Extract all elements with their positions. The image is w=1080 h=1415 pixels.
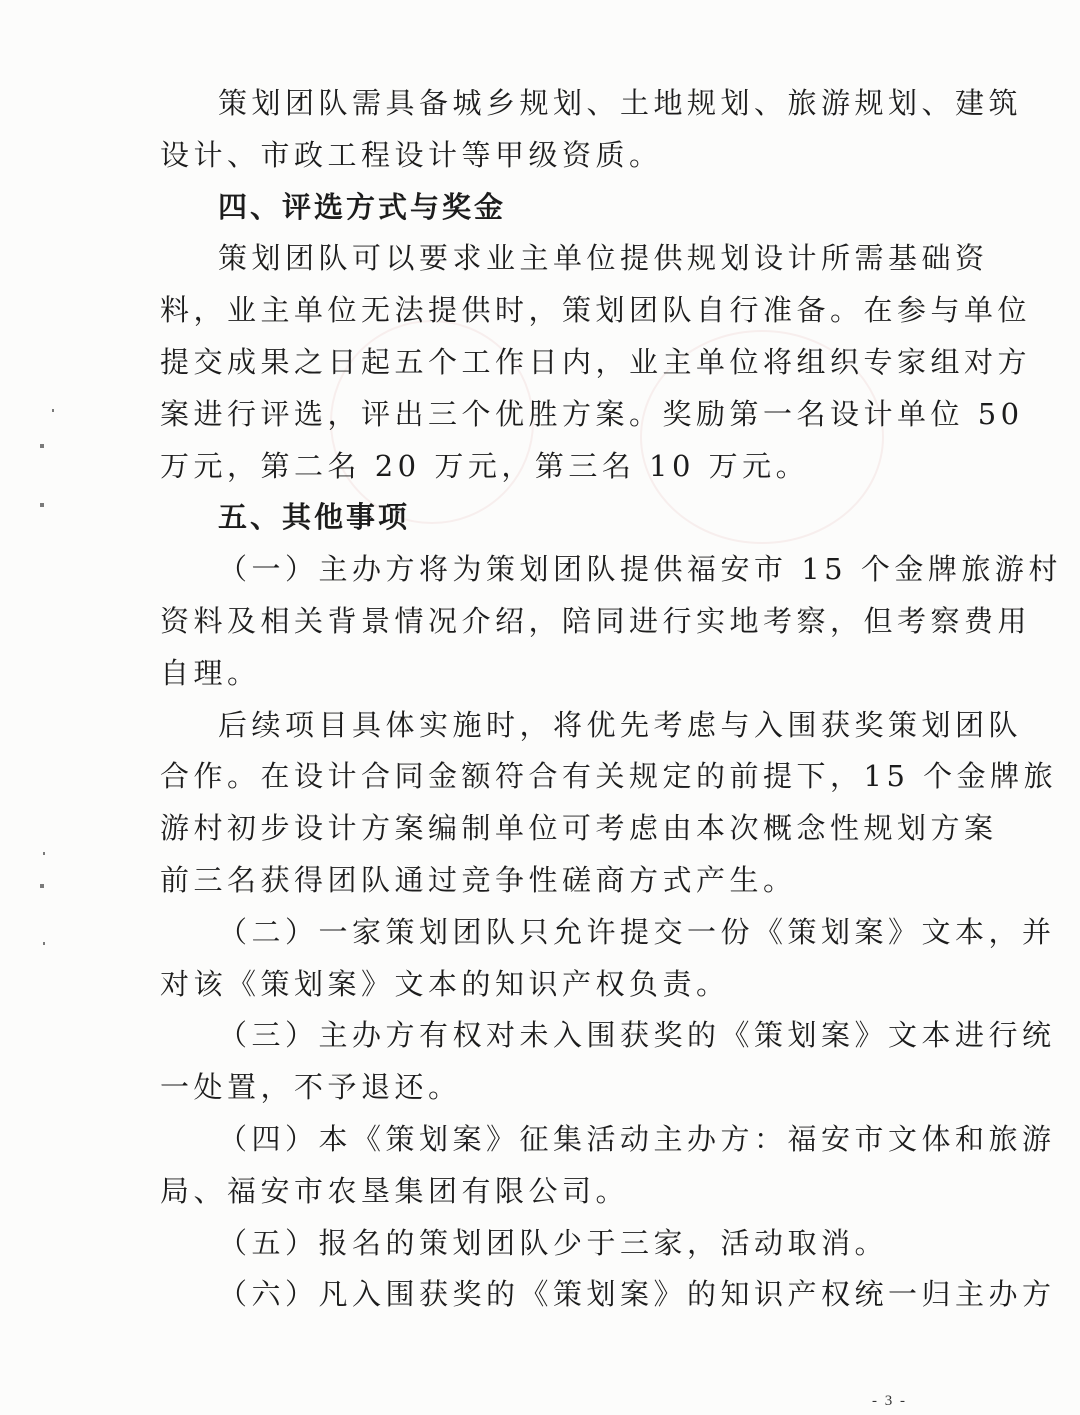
paragraph-line: 一处置，不予退还。 bbox=[160, 1070, 462, 1105]
scan-speck bbox=[40, 884, 44, 888]
paragraph-line: （三）主办方有权对未入围获奖的《策划案》文本进行统 bbox=[218, 1018, 1056, 1053]
paragraph-line: 万元，第二名 20 万元，第三名 10 万元。 bbox=[160, 448, 810, 483]
scan-speck bbox=[52, 409, 54, 412]
scan-speck bbox=[40, 444, 44, 448]
paragraph-line: 后续项目具体实施时，将优先考虑与入围获奖策划团队 bbox=[218, 707, 1023, 742]
paragraph-line: 策划团队需具备城乡规划、土地规划、旅游规划、建筑 bbox=[218, 86, 1023, 120]
scan-speck bbox=[43, 942, 45, 945]
paragraph-line: 策划团队可以要求业主单位提供规划设计所需基础资 bbox=[218, 241, 989, 276]
paragraph-line: 对该《策划案》文本的知识产权负责。 bbox=[160, 966, 730, 1001]
paragraph-line: 合作。在设计合同金额符合有关规定的前提下，15 个金牌旅 bbox=[160, 759, 1058, 794]
paragraph-line: 游村初步设计方案编制单位可考虑由本次概念性规划方案 bbox=[160, 811, 998, 846]
paragraph-line: （四）本《策划案》征集活动主办方：福安市文体和旅游 bbox=[218, 1121, 1056, 1156]
paragraph-line: 自理。 bbox=[160, 655, 261, 690]
section-heading: 四、评选方式与奖金 bbox=[218, 189, 507, 224]
scan-speck bbox=[43, 852, 45, 855]
paragraph-line: 案进行评选，评出三个优胜方案。奖励第一名设计单位 50 bbox=[160, 396, 1024, 431]
page-number: - 3 - bbox=[872, 1393, 907, 1409]
paragraph-line: 前三名获得团队通过竞争性磋商方式产生。 bbox=[160, 862, 797, 897]
paragraph-line: （一）主办方将为策划团队提供福安市 15 个金牌旅游村 bbox=[218, 552, 1062, 587]
paragraph-line: （五）报名的策划团队少于三家，活动取消。 bbox=[218, 1225, 889, 1260]
scan-speck bbox=[40, 503, 44, 507]
paragraph-line: 料，业主单位无法提供时，策划团队自行准备。在参与单位 bbox=[160, 293, 1032, 328]
section-heading: 五、其他事项 bbox=[218, 500, 411, 535]
paragraph-line: 提交成果之日起五个工作日内，业主单位将组织专家组对方 bbox=[160, 344, 1032, 379]
paragraph-line: 设计、市政工程设计等甲级资质。 bbox=[160, 137, 663, 172]
document-body bbox=[160, 78, 1062, 1321]
paragraph-line: （二）一家策划团队只允许提交一份《策划案》文本，并 bbox=[218, 914, 1056, 949]
paragraph-line: 局、福安市农垦集团有限公司。 bbox=[160, 1173, 630, 1208]
paragraph-line: （六）凡入围获奖的《策划案》的知识产权统一归主办方 bbox=[218, 1277, 1056, 1312]
paragraph-line: 资料及相关背景情况介绍，陪同进行实地考察，但考察费用 bbox=[160, 603, 1032, 638]
